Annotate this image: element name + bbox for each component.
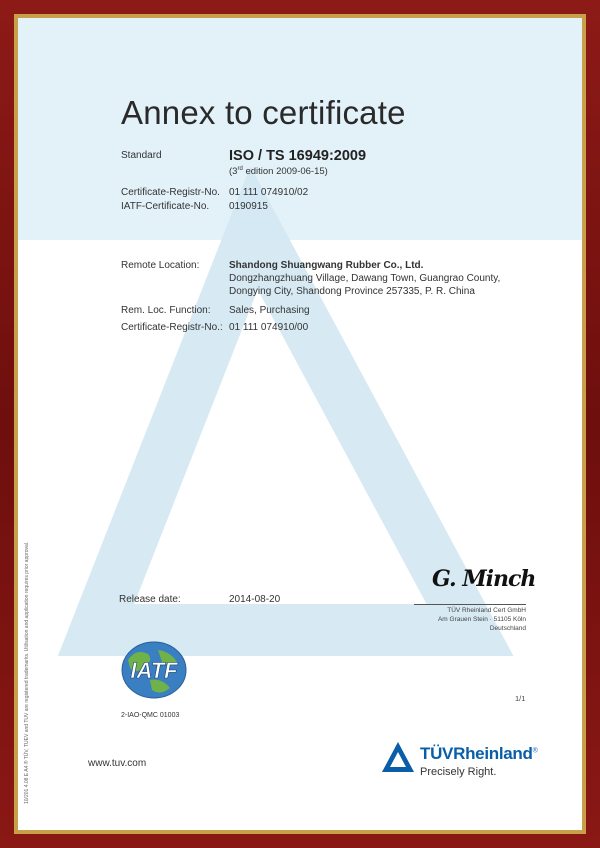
brand-name: TÜVRheinland® (420, 744, 538, 763)
tuv-triangle-icon (380, 740, 416, 774)
release-date-value: 2014-08-20 (229, 594, 281, 605)
remote-registr-label: Certificate-Registr-No.: (121, 322, 223, 333)
standard-label: Standard (121, 150, 162, 161)
rem-loc-function-value: Sales, Purchasing (229, 305, 310, 316)
brand-tagline: Precisely Right. (420, 766, 497, 778)
signature: G. Minch (432, 566, 536, 592)
standard-value: ISO / TS 16949:2009 (229, 148, 367, 164)
release-date-label: Release date: (119, 594, 181, 605)
cert-registr-label: Certificate-Registr-No. (121, 187, 220, 198)
iatf-logo-text: IATF (130, 658, 178, 683)
triangle-watermark (18, 18, 582, 830)
side-note: 10/201 4.08 E A4 ® TÜV, TUEV and TUV are registered trademarks. Utilisation and application requires prior approval. (24, 541, 30, 804)
remote-company: Shandong Shuangwang Rubber Co., Ltd. (229, 260, 424, 271)
cert-registr-value: 01 111 074910/02 (229, 187, 309, 198)
signature-line (414, 604, 526, 605)
issuer-name: TÜV Rheinland Cert GmbH (447, 607, 526, 614)
website: www.tuv.com (88, 758, 147, 769)
remote-location-label: Remote Location: (121, 260, 200, 271)
page-title: Annex to certificate (121, 94, 406, 131)
iatf-cert-label: IATF-Certificate-No. (121, 201, 210, 212)
remote-registr-value: 01 111 074910/00 (229, 322, 309, 333)
standard-edition: (3rd edition 2009-06-15) (229, 166, 328, 178)
rem-loc-function-label: Rem. Loc. Function: (121, 305, 211, 316)
page-number: 1/1 (515, 694, 526, 703)
iatf-logo (114, 638, 194, 708)
remote-address-line1: Dongzhangzhuang Village, Dawang Town, Guangrao County, (229, 273, 501, 284)
certificate-paper (18, 18, 582, 830)
issuer-address: Am Grauen Stein · 51105 Köln (437, 616, 526, 623)
remote-address-line2: Dongying City, Shandong Province 257335, P. R. China (229, 286, 475, 297)
iatf-code: 2-IAO-QMC 01003 (121, 712, 180, 719)
issuer-country: Deutschland (489, 625, 526, 632)
iatf-cert-value: 0190915 (229, 201, 268, 212)
